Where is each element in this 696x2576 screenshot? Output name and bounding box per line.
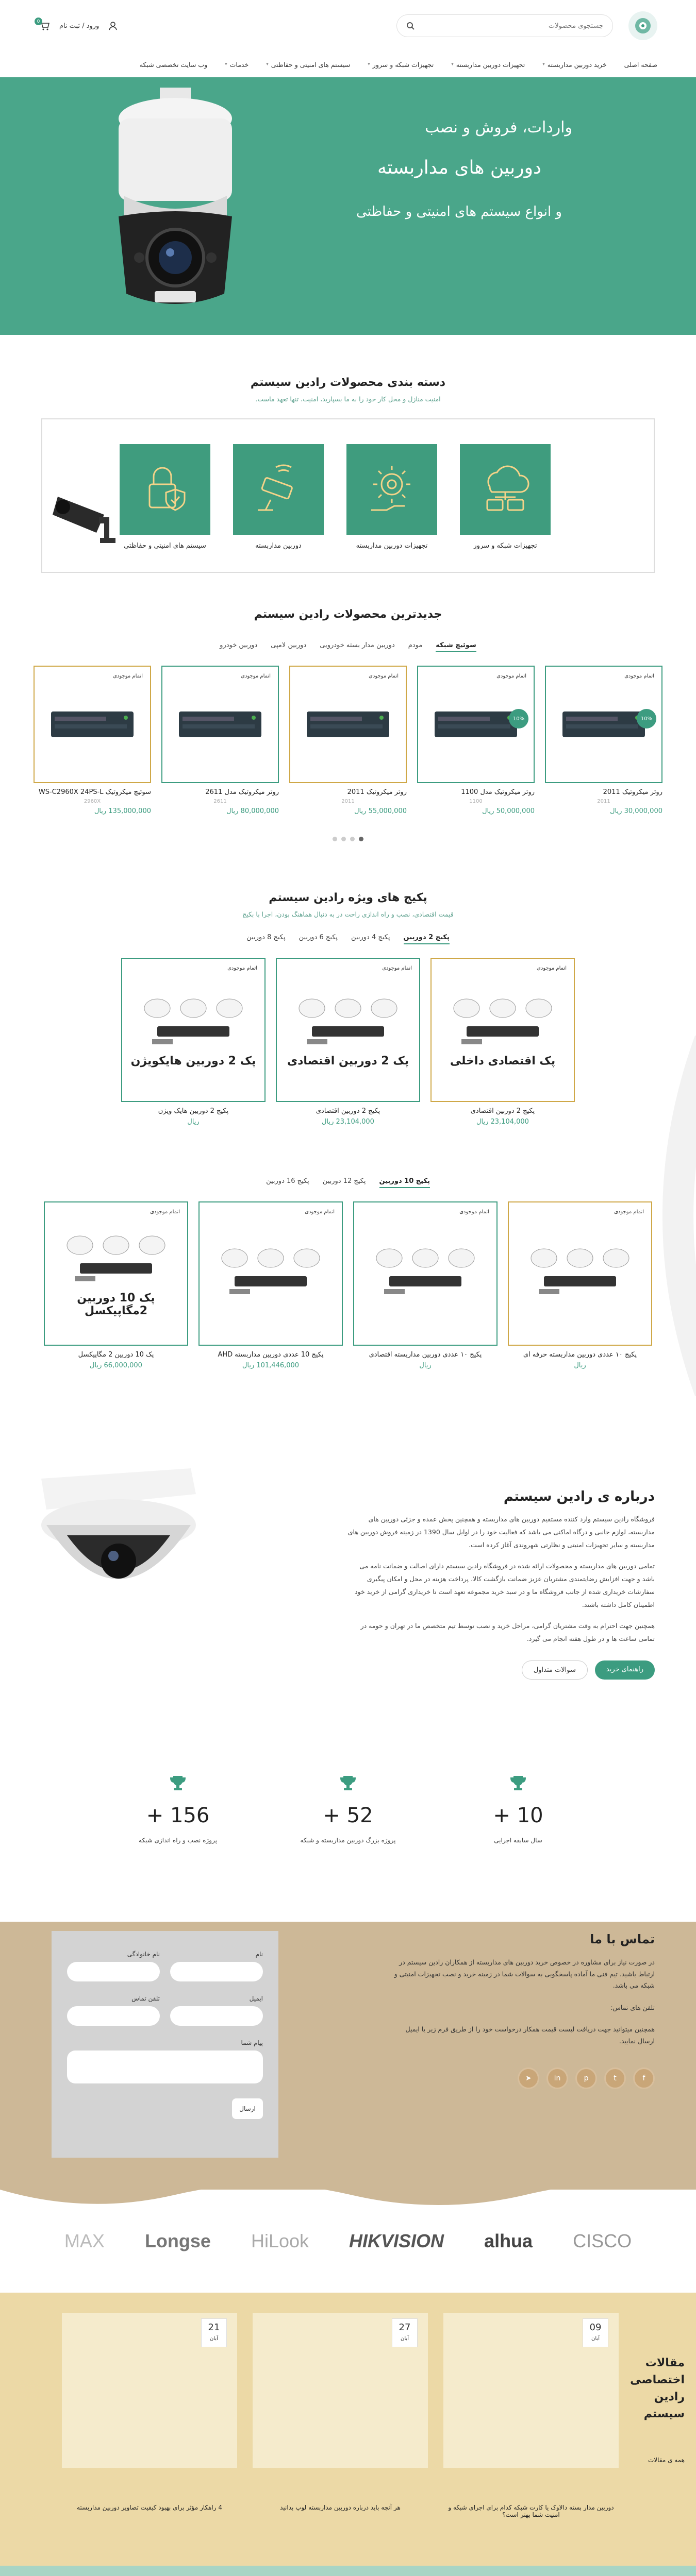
name-field[interactable] bbox=[170, 1962, 263, 1981]
packages-subtitle: قیمت اقتصادی، نصب و راه اندازی راحت در به دنبال هماهنگ بودن، اجرا با بکیج bbox=[242, 910, 454, 918]
hero-line-2: دوربین های مداربسته bbox=[377, 157, 541, 178]
chevron-down-icon: ▾ bbox=[225, 62, 227, 67]
package-card[interactable] bbox=[121, 958, 266, 1126]
gear-hand-icon bbox=[361, 459, 423, 520]
product-card[interactable] bbox=[545, 666, 662, 815]
carousel-dot[interactable] bbox=[341, 837, 346, 841]
stat-number: 52 + bbox=[323, 1804, 373, 1827]
categories-subtitle: امنیت منازل و محل کار خود را به ما بسپارید، امنیت، تنها تعهد ماست. bbox=[255, 395, 441, 403]
email-field[interactable] bbox=[170, 2006, 263, 2026]
site-footer bbox=[0, 2566, 696, 2576]
search-box[interactable] bbox=[396, 14, 613, 37]
twitter-icon[interactable]: t bbox=[604, 2067, 626, 2089]
category-label: دوربین مداربسته bbox=[255, 542, 302, 550]
out-of-stock-badge: اتمام موجودی bbox=[380, 964, 414, 973]
name-label: نام bbox=[255, 1951, 263, 1958]
site-logo[interactable] bbox=[628, 11, 657, 40]
packages-tabs-2 bbox=[0, 1177, 696, 1188]
social-links bbox=[387, 2067, 655, 2089]
tab[interactable]: دوربین مدار بسته خودرویی bbox=[320, 641, 395, 649]
package-card[interactable] bbox=[276, 958, 420, 1126]
out-of-stock-badge: اتمام موجودی bbox=[225, 964, 259, 973]
about-section bbox=[0, 1427, 696, 1922]
stat-number: 156 + bbox=[146, 1804, 210, 1827]
login-link[interactable]: ورود / ثبت نام bbox=[59, 22, 100, 30]
user-icon[interactable] bbox=[108, 21, 118, 30]
discount-badge: 10% bbox=[637, 709, 656, 728]
out-of-stock-badge: اتمام موجودی bbox=[303, 1208, 337, 1216]
message-label: پیام شما bbox=[241, 2039, 263, 2046]
tab[interactable]: پکیج 12 دوربین bbox=[322, 1177, 366, 1185]
cart-icon[interactable] bbox=[39, 21, 50, 31]
article-title[interactable]: دوربین مدار بسته دالاوک یا کارت شبکه کدام برای اجرای شبکه و امنیت شما بهتر است؟ bbox=[448, 2504, 614, 2518]
brand-logo[interactable]: HIKVISION bbox=[349, 2230, 444, 2251]
trophy-icon bbox=[339, 1775, 357, 1792]
category-security[interactable] bbox=[120, 444, 210, 552]
lastname-field[interactable] bbox=[67, 1962, 160, 1981]
hero-banner bbox=[0, 77, 696, 335]
faq-button[interactable]: سوالات متداول bbox=[522, 1660, 588, 1680]
package-caption: پک 2 دوربین اقتصادی bbox=[287, 1054, 409, 1067]
package-name[interactable]: پکیج 10 عددی دوربین مداربسته AHD bbox=[218, 1351, 324, 1359]
lastname-label: نام خانوادگی bbox=[127, 1951, 160, 1958]
trophy-icon bbox=[509, 1775, 527, 1792]
category-label: سیستم های امنیتی و حفاظتی bbox=[124, 542, 206, 550]
top-header bbox=[0, 0, 696, 52]
message-field[interactable] bbox=[67, 2050, 263, 2083]
product-image[interactable] bbox=[545, 666, 662, 783]
product-name[interactable]: سوئیچ میکروتیک WS-C2960X 24PS-L bbox=[38, 788, 151, 796]
tab[interactable]: دوربین خودرو bbox=[220, 641, 258, 649]
send-button[interactable]: ارسال bbox=[232, 2098, 263, 2119]
discount-badge: 10% bbox=[509, 709, 528, 728]
out-of-stock-badge: اتمام موجودی bbox=[457, 1208, 491, 1216]
search-icon[interactable] bbox=[406, 22, 415, 30]
product-model: 1100 bbox=[469, 799, 483, 804]
package-card[interactable] bbox=[353, 1201, 498, 1369]
carousel-dot[interactable] bbox=[359, 837, 363, 841]
package-image[interactable] bbox=[276, 958, 420, 1102]
product-image[interactable] bbox=[161, 666, 279, 783]
stat-item bbox=[93, 1775, 263, 1844]
nav-item-label: تجهیزات دوربین مداربسته bbox=[456, 60, 525, 69]
stat-label: سال سابقه اجرایی bbox=[494, 1837, 542, 1844]
article-card[interactable] bbox=[62, 2313, 237, 2468]
tab[interactable]: سوئیچ شبکه bbox=[436, 641, 476, 652]
brand-logo[interactable]: Longse bbox=[144, 2230, 211, 2251]
email-label: ایمیل bbox=[249, 1995, 263, 2002]
buying-guide-button[interactable]: راهنمای خرید bbox=[595, 1660, 655, 1680]
package-card[interactable] bbox=[508, 1201, 652, 1369]
nav-item-label: سیستم های امنیتی و حفاظتی bbox=[271, 60, 351, 69]
main-nav bbox=[0, 52, 696, 77]
article-title[interactable]: 4 راهکار مؤثر برای بهبود کیفیت تصاویر دوربین مداربسته bbox=[77, 2504, 222, 2511]
product-model: 2960X bbox=[84, 799, 101, 804]
out-of-stock-badge: اتمام موجودی bbox=[367, 672, 401, 681]
latest-products-row bbox=[0, 666, 696, 815]
about-title: درباره ی رادین سیستم bbox=[503, 1489, 655, 1504]
nav-item-label: صفحه اصلی bbox=[624, 60, 657, 69]
nav-item[interactable] bbox=[140, 61, 207, 69]
packages-title: پکیج های ویژه رادین سیستم bbox=[269, 891, 427, 904]
product-image[interactable] bbox=[417, 666, 535, 783]
phone-field[interactable] bbox=[67, 2006, 160, 2026]
brand-logo[interactable]: HiLook bbox=[251, 2230, 309, 2251]
package-card[interactable] bbox=[44, 1201, 188, 1369]
nav-item-label: تجهیزات شبکه و سرور bbox=[372, 60, 434, 69]
product-name[interactable]: روتر میکروتیک 2011 bbox=[603, 788, 662, 796]
package-card[interactable] bbox=[430, 958, 575, 1126]
chevron-down-icon: ▾ bbox=[368, 62, 370, 67]
package-caption: پک اقتصادی داخلی bbox=[450, 1054, 556, 1067]
product-card[interactable] bbox=[161, 666, 279, 815]
product-name[interactable]: روتر میکروتیک 2011 bbox=[347, 788, 407, 796]
product-card[interactable] bbox=[289, 666, 407, 815]
packages-row-2 bbox=[0, 1201, 696, 1369]
carousel-dot[interactable] bbox=[350, 837, 355, 841]
bullet-camera-image bbox=[53, 486, 120, 548]
brand-logo[interactable]: MAX bbox=[64, 2230, 105, 2251]
articles-section bbox=[0, 2293, 696, 2566]
nav-item-label: خرید دوربین مداربسته bbox=[547, 60, 607, 69]
contact-phone-label: تلفن های تماس: bbox=[610, 2003, 655, 2011]
package-name[interactable]: پک 10 دوربین 2 مگاپیکسل bbox=[78, 1351, 154, 1359]
cctv-camera-icon bbox=[247, 459, 309, 520]
nav-item-label: خدمات bbox=[229, 60, 249, 69]
out-of-stock-badge: اتمام موجودی bbox=[622, 672, 656, 681]
package-image[interactable] bbox=[121, 958, 266, 1102]
package-price: 101,446,000 ریال bbox=[242, 1362, 300, 1369]
tab[interactable]: پکیج 8 دوربین bbox=[246, 934, 286, 941]
package-image[interactable] bbox=[198, 1201, 343, 1346]
package-price: ریال bbox=[419, 1362, 432, 1369]
latest-tabs bbox=[0, 641, 696, 652]
tab[interactable]: مودم bbox=[408, 641, 423, 649]
out-of-stock-badge: اتمام موجودی bbox=[148, 1208, 182, 1216]
category-network[interactable] bbox=[460, 444, 551, 552]
product-image[interactable] bbox=[289, 666, 407, 783]
categories-box bbox=[41, 418, 655, 573]
cart-count-badge: 0 bbox=[35, 18, 42, 25]
wave-divider bbox=[0, 2174, 696, 2215]
stat-label: پروژه نصب و راه اندازی شبکه bbox=[139, 1837, 217, 1844]
contact-title: تماس با ما bbox=[590, 1932, 655, 1946]
tab[interactable]: پکیج 2 دوربین bbox=[404, 934, 450, 944]
stat-item bbox=[263, 1775, 433, 1844]
package-price: 23,104,000 ریال bbox=[476, 1118, 529, 1126]
package-image[interactable] bbox=[353, 1201, 498, 1346]
chevron-down-icon: ▾ bbox=[451, 62, 454, 67]
package-caption: پک 2 دوربین هایکویژن bbox=[130, 1054, 256, 1067]
category-camera-equipment[interactable] bbox=[346, 444, 437, 552]
carousel-dots bbox=[0, 837, 696, 841]
package-image[interactable] bbox=[44, 1201, 188, 1346]
article-title[interactable]: هر آنچه باید درباره دوربین مداربسته لوپ بدانید bbox=[280, 2504, 401, 2511]
pinterest-icon[interactable]: p bbox=[575, 2067, 597, 2089]
package-name[interactable]: پکیج 2 دوربین اقتصادی bbox=[316, 1107, 380, 1115]
package-image[interactable] bbox=[430, 958, 575, 1102]
stats-row bbox=[0, 1775, 696, 1844]
article-card[interactable] bbox=[443, 2313, 619, 2468]
package-name[interactable]: پکیج 2 دوربین هایک ویژن bbox=[158, 1107, 229, 1115]
brands-strip bbox=[0, 2190, 696, 2293]
product-card[interactable] bbox=[417, 666, 535, 815]
carousel-dot[interactable] bbox=[333, 837, 337, 841]
tab[interactable]: پکیج 6 دوربین bbox=[299, 934, 338, 941]
category-label: تجهیزات شبکه و سرور bbox=[473, 542, 537, 550]
hero-line-3: و انواع سیستم های امنیتی و حفاظتی bbox=[356, 204, 562, 219]
package-price: 66,000,000 ریال bbox=[90, 1362, 142, 1369]
tab[interactable]: پکیج 4 دوربین bbox=[351, 934, 390, 941]
brand-logo[interactable]: CISCO bbox=[573, 2230, 632, 2251]
package-image[interactable] bbox=[508, 1201, 652, 1346]
categories-section bbox=[0, 335, 696, 603]
hero-line-1: واردات، فروش و نصب bbox=[425, 118, 572, 137]
server-cloud-icon bbox=[474, 459, 536, 520]
product-name[interactable]: روتر میکروتیک مدل 2611 bbox=[205, 788, 279, 796]
articles-title: مقالات اختصاصی رادین سیستم bbox=[630, 2357, 685, 2420]
telegram-icon[interactable]: ➤ bbox=[518, 2067, 539, 2089]
product-image[interactable] bbox=[34, 666, 151, 783]
out-of-stock-badge: اتمام موجودی bbox=[612, 1208, 646, 1216]
trophy-icon bbox=[169, 1775, 187, 1792]
packages-row-1 bbox=[0, 958, 696, 1126]
product-price: 80,000,000 ریال bbox=[226, 807, 279, 815]
nav-item[interactable] bbox=[368, 61, 434, 69]
brand-logo[interactable]: alhua bbox=[484, 2230, 533, 2251]
package-card[interactable] bbox=[198, 1201, 343, 1369]
article-date: 21 آبان bbox=[201, 2318, 227, 2347]
about-paragraph-3: همچنین جهت احترام به وقت مشتریان گرامی، مراحل خرید و نصب توسط تیم متخصص ما در تهران و حومه در تمامی ساعت ها و در طول هفته انجام می گیرد. bbox=[360, 1622, 655, 1642]
product-card[interactable] bbox=[34, 666, 151, 815]
latest-title: جدیدترین محصولات رادین سیستم bbox=[254, 608, 442, 621]
tab[interactable]: پکیج 16 دوربین bbox=[266, 1177, 309, 1185]
tab[interactable]: پکیج 10 دوربین bbox=[379, 1177, 430, 1188]
packages-section bbox=[0, 891, 696, 1427]
product-model: 2011 bbox=[597, 799, 610, 804]
product-price: 55,000,000 ریال bbox=[354, 807, 407, 815]
lock-shield-icon bbox=[134, 459, 196, 520]
dome-camera-image bbox=[36, 1463, 201, 1597]
nav-item[interactable] bbox=[542, 61, 606, 69]
out-of-stock-badge: اتمام موجودی bbox=[494, 672, 528, 681]
contact-paragraph-2: همچنین میتوانید جهت دریافت لیست قیمت همکار درخواست خود را از طریق فرم زیر یا ایمیل ارسال نمایید. bbox=[405, 2025, 655, 2045]
phone-label: تلفن تماس bbox=[131, 1995, 160, 2002]
product-model: 2611 bbox=[213, 799, 227, 804]
nav-item[interactable] bbox=[624, 61, 657, 69]
all-articles-link[interactable]: همه ی مقالات bbox=[648, 2456, 685, 2464]
chevron-down-icon: ▾ bbox=[542, 62, 545, 67]
product-name[interactable]: روتر میکروتیک مدل 1100 bbox=[461, 788, 535, 796]
ptz-camera-image bbox=[108, 88, 242, 325]
stat-label: پروژه بزرگ دوربین مداربسته و شبکه bbox=[300, 1837, 396, 1844]
contact-section bbox=[0, 1922, 696, 2190]
product-model: 2011 bbox=[341, 799, 355, 804]
about-paragraph-1: فروشگاه رادین سیستم وارد کننده مستقیم دوربین های مداربسته و همچنین پخش عمده و جزئی دوربین های مداربسته، لوازم جانبی و درگاه اماکنی می باشد که فعالیت خود را در اوایل سال 1390 در زمینه فروش دوربین های مداربسته و سایر تجهیزات امنیتی و نظارتی شهروندی آغاز کرده است. bbox=[347, 1515, 655, 1549]
contact-form bbox=[52, 1931, 278, 2158]
packages-tabs-1 bbox=[0, 934, 696, 944]
package-name[interactable]: پکیج ۱۰ عددی دوربین مداربسته حرفه ای bbox=[523, 1351, 637, 1359]
about-paragraph-2: تمامی دوربین های مداربسته و محصولات ارائه شده در فروشگاه رادین سیستم دارای اصالت و ضمانت نامه می باشد و جهت افزایش رضایتمندی مشتریان عزیز ضمانت بازگشت کالا، پرداخت هزینه در محل و امکان پیگیری سفارشات خریداری شده از جانب فروشگاه ما و در سبد خرید مجموعه تعهد است تا خریداری گرامی از خرید خود اطمینان کامل داشته باشند. bbox=[354, 1562, 655, 1608]
chevron-down-icon: ▾ bbox=[266, 62, 269, 67]
category-cctv[interactable] bbox=[233, 444, 324, 552]
nav-item-label: وب سایت تخصصی شبکه bbox=[139, 60, 208, 69]
tab[interactable]: دوربین لامپی bbox=[271, 641, 307, 649]
out-of-stock-badge: اتمام موجودی bbox=[239, 672, 273, 681]
contact-paragraph: در صورت نیاز برای مشاوره در خصوص خرید دوربین های مداربسته از همکاران رادین سیستم در ارتباط باشید. تیم فنی ما آماده پاسخگویی به سوالات شما در زمینه خرید و نصب تجهیزات امنیتی و شبکه می باشد. bbox=[394, 1958, 655, 1989]
package-price: ریال bbox=[187, 1118, 200, 1126]
package-caption: پک 10 دوربین 2مگاپیکسل bbox=[77, 1292, 155, 1317]
category-label: تجهیزات دوربین مداربسته bbox=[356, 542, 428, 550]
facebook-icon[interactable]: f bbox=[633, 2067, 655, 2089]
nav-item[interactable] bbox=[266, 61, 350, 69]
product-price: 50,000,000 ریال bbox=[482, 807, 535, 815]
stat-item bbox=[433, 1775, 603, 1844]
out-of-stock-badge: اتمام موجودی bbox=[535, 964, 569, 973]
package-name[interactable]: پکیج ۱۰ عددی دوربین مداربسته اقتصادی bbox=[369, 1351, 482, 1359]
out-of-stock-badge: اتمام موجودی bbox=[111, 672, 145, 681]
nav-item[interactable] bbox=[225, 61, 248, 69]
product-price: 135,000,000 ریال bbox=[94, 807, 151, 815]
linkedin-icon[interactable]: in bbox=[546, 2067, 568, 2089]
package-price: ریال bbox=[574, 1362, 586, 1369]
package-price: 23,104,000 ریال bbox=[322, 1118, 374, 1126]
article-card[interactable] bbox=[253, 2313, 428, 2468]
latest-products-section bbox=[0, 603, 696, 891]
product-price: 30,000,000 ریال bbox=[610, 807, 662, 815]
package-name[interactable]: پکیج 2 دوربین اقتصادی bbox=[470, 1107, 535, 1115]
article-date: 27 آبان bbox=[392, 2318, 418, 2347]
categories-title: دسته بندی محصولات رادین سیستم bbox=[250, 376, 446, 389]
search-input[interactable] bbox=[420, 22, 603, 30]
nav-item[interactable] bbox=[451, 61, 525, 69]
article-date: 09 آبان bbox=[583, 2318, 608, 2347]
stat-number: 10 + bbox=[493, 1804, 543, 1827]
